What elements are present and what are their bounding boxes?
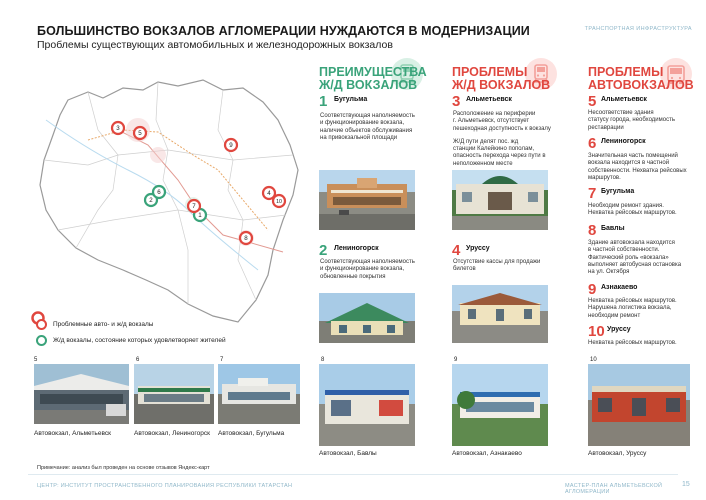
bus-problems-heading: ПРОБЛЕМЫ АВТОВОКЗАЛОВ bbox=[588, 65, 694, 92]
legend-problem-label: Проблемные авто- и ж/д вокзалы bbox=[53, 321, 154, 328]
legend-problem bbox=[36, 319, 153, 330]
item-number: 9 bbox=[588, 281, 597, 298]
photo-number: 8 bbox=[321, 357, 325, 363]
footer-divider bbox=[28, 474, 678, 475]
item-name: Уруссу bbox=[607, 326, 631, 333]
photo-bus-urussu bbox=[588, 364, 690, 446]
item-description: Отсутствие кассы для продажи билетов bbox=[453, 259, 541, 273]
page-title: БОЛЬШИНСТВО ВОКЗАЛОВ АГЛОМЕРАЦИИ НУЖДАЮТСЯ В МОДЕРНИЗАЦИИ bbox=[37, 24, 530, 38]
photo-caption: Автовокзал, Лениногорск bbox=[134, 430, 210, 437]
item-description: Нехватка рейсовых маршрутов. bbox=[588, 340, 677, 346]
item-name: Лениногорск bbox=[601, 138, 646, 145]
item-number: 4 bbox=[452, 242, 461, 259]
map-marker-6 bbox=[153, 186, 165, 198]
item-name: Азнакаево bbox=[601, 284, 638, 291]
page-number: 15 bbox=[682, 481, 690, 488]
photo-caption: Автовокзал, Бавлы bbox=[319, 450, 377, 457]
item-description: Соответствующая наполняемость и функционирование вокзала, обновленные покрытия bbox=[320, 259, 415, 280]
map-marker-5 bbox=[134, 127, 146, 139]
map-marker-label: 2 bbox=[149, 197, 153, 205]
item-description: Расположение на периферии г. Альметьевск, отсутствует пешеходная доступность к вокзалу Ж/Д пути делят пос. жд станции Калейкино пополам, опасность перехода через пути в неположенном месте bbox=[453, 111, 551, 167]
item-number: 5 bbox=[588, 93, 597, 110]
photo-bus-bavly bbox=[319, 364, 415, 446]
map-marker-3 bbox=[112, 122, 124, 134]
photo-number: 9 bbox=[454, 357, 458, 363]
item-description: Здание автовокзала находится в частной собственности. Фактический роль «вокзала» выполняет автобусная остановка на ул. Октября bbox=[588, 240, 682, 276]
item-number: 1 bbox=[319, 93, 328, 110]
map-marker-10 bbox=[273, 195, 285, 207]
photo-number: 10 bbox=[590, 357, 597, 363]
photo-bus-almetyevsk bbox=[34, 364, 129, 424]
footnote: Примечание: анализ был проведен на основе отзывов Яндекс-карт bbox=[37, 465, 210, 471]
map-marker-label: 9 bbox=[229, 142, 233, 150]
legend-rail bbox=[36, 335, 226, 346]
city-zone bbox=[150, 147, 166, 163]
item-name: Лениногорск bbox=[334, 245, 379, 252]
item-name: Альметьевск bbox=[466, 96, 512, 103]
photo-bugulma-rail bbox=[319, 170, 415, 230]
map-marker-label: 6 bbox=[157, 189, 161, 197]
page-subtitle: Проблемы существующих автомобильных и железнодорожных вокзалов bbox=[37, 39, 393, 51]
photo-number: 7 bbox=[220, 357, 224, 363]
item-name: Бавлы bbox=[601, 225, 625, 232]
item-description: Необходим ремонт здания. Нехватка рейсовых маршрутов. bbox=[588, 203, 677, 217]
section-tag: ТРАНСПОРТНАЯ ИНФРАСТРУКТУРА bbox=[584, 26, 692, 32]
photo-caption: Автовокзал, Азнакаево bbox=[452, 450, 522, 457]
item-number: 10 bbox=[588, 323, 605, 340]
photo-bus-leninogorsk bbox=[134, 364, 214, 424]
item-description: Нехватка рейсовых маршрутов. Нарушена логистика вокзала, необходим ремонт bbox=[588, 298, 677, 319]
item-number: 7 bbox=[588, 185, 597, 202]
item-number: 6 bbox=[588, 135, 597, 152]
item-number: 3 bbox=[452, 93, 461, 110]
item-name: Бугульма bbox=[601, 188, 635, 195]
footer-document-title: МАСТЕР-ПЛАН АЛЬМЕТЬЕВСКОЙ АГЛОМЕРАЦИИ bbox=[565, 483, 663, 495]
rail-marker-icon bbox=[36, 335, 47, 346]
map-marker-label: 7 bbox=[192, 203, 196, 211]
map-marker-label: 10 bbox=[276, 199, 282, 206]
item-description: Значительная часть помещений вокзала находится в частной собственности. Нехватка рейсовых маршрутов. bbox=[588, 153, 687, 181]
region-map bbox=[28, 60, 303, 330]
map-marker-label: 3 bbox=[116, 125, 120, 133]
map-marker-7 bbox=[188, 200, 200, 212]
photo-number: 6 bbox=[136, 357, 140, 363]
problem-marker-icon bbox=[36, 319, 47, 330]
photo-caption: Автовокзал, Альметьевск bbox=[34, 430, 111, 437]
item-name: Альметьевск bbox=[601, 96, 647, 103]
photo-almetyevsk-rail bbox=[452, 170, 548, 230]
map-marker-label: 8 bbox=[244, 235, 248, 243]
rail-advantages-heading: ПРЕИМУЩЕСТВА Ж/Д ВОКЗАЛОВ bbox=[319, 65, 427, 92]
photo-caption: Автовокзал, Уруссу bbox=[588, 450, 647, 457]
footer-organization: ЦЕНТР: ИНСТИТУТ ПРОСТРАНСТВЕННОГО ПЛАНИРОВАНИЯ РЕСПУБЛИКИ ТАТАРСТАН bbox=[37, 483, 293, 489]
photo-bus-aznakaevo bbox=[452, 364, 548, 446]
item-number: 8 bbox=[588, 222, 597, 239]
map-marker-label: 5 bbox=[138, 130, 142, 138]
map-marker-8 bbox=[240, 232, 252, 244]
photo-number: 5 bbox=[34, 357, 38, 363]
item-description: Соответствующая наполняемость и функционирование вокзала, наличие объектов обслуживания на привокзальной площади bbox=[320, 113, 415, 141]
item-number: 2 bbox=[319, 242, 328, 259]
item-name: Бугульма bbox=[334, 96, 368, 103]
photo-bus-bugulma bbox=[218, 364, 300, 424]
item-name: Уруссу bbox=[466, 245, 490, 252]
map-marker-label: 1 bbox=[198, 212, 202, 220]
region-outline bbox=[40, 80, 298, 322]
item-description: Несоответствие здания статусу города, необходимость реставрации bbox=[588, 110, 675, 131]
photo-leninogorsk-rail bbox=[319, 293, 415, 343]
map-svg bbox=[28, 60, 303, 330]
map-marker-label: 4 bbox=[267, 190, 271, 198]
photo-caption: Автовокзал, Бугульма bbox=[218, 430, 285, 437]
photo-urussu-rail bbox=[452, 285, 548, 343]
map-marker-9 bbox=[225, 139, 237, 151]
legend-rail-label: Ж/д вокзалы, состояние которых удовлетворяет жителей bbox=[53, 337, 226, 344]
rail-problems-heading: ПРОБЛЕМЫ Ж/Д ВОКЗАЛОВ bbox=[452, 65, 551, 92]
